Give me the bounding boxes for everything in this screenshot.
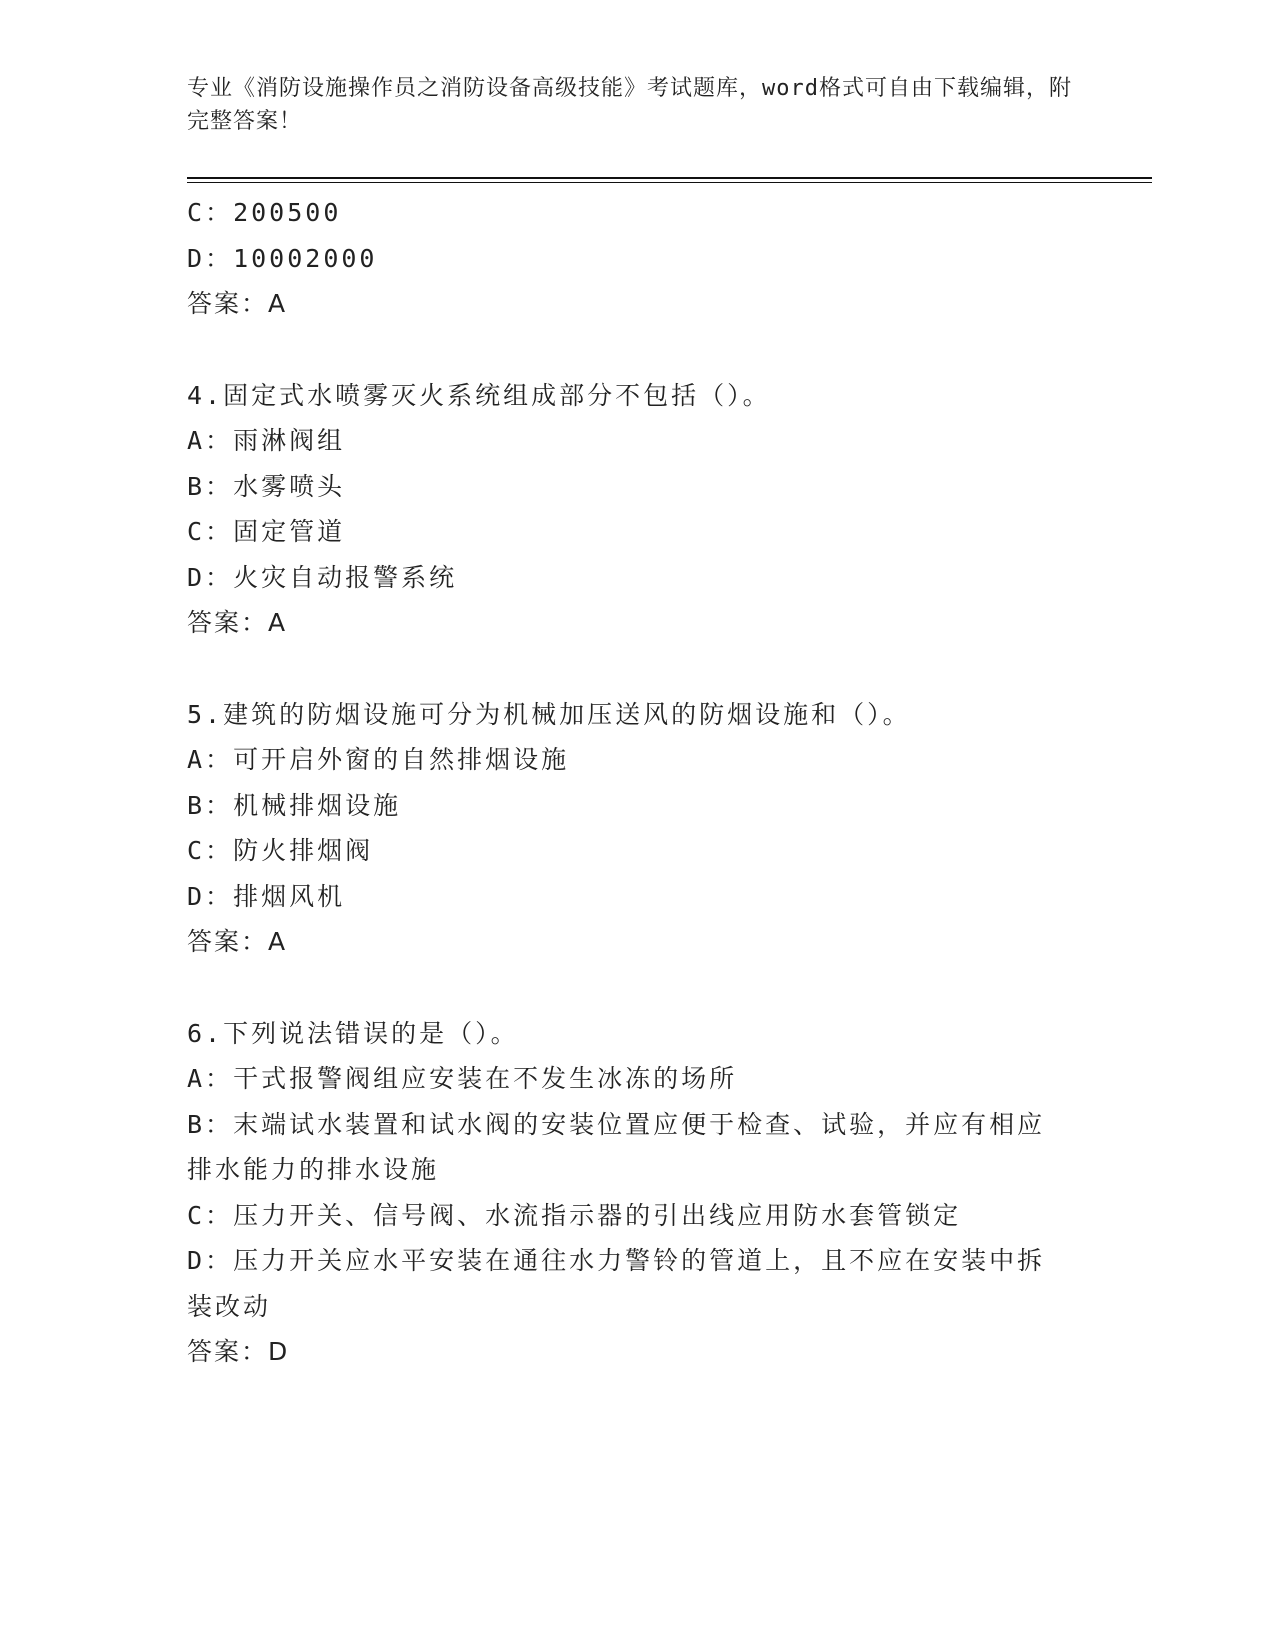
option-d: D：10002000 [187,243,378,273]
option-c: C：固定管道 [187,517,346,546]
question-stem: 4.固定式水喷雾灭火系统组成部分不包括（）。 [187,380,771,410]
question-content [187,190,1087,1375]
option-b: B：水雾喷头 [187,471,346,501]
option-b: B：机械排烟设施 [187,790,402,820]
option-c: C：防火排烟阀 [187,836,374,865]
spacer [187,327,1087,373]
option-d: D：火灾自动报警系统 [187,562,458,592]
option-c: C：200500 [187,198,342,227]
question-stem: 5.建筑的防烟设施可分为机械加压送风的防烟设施和（）。 [187,699,911,729]
option-d: D：压力开关应水平安装在通往水力警铃的管道上，且不应在安装中拆装改动 [187,1246,1046,1321]
question-stem: 6.下列说法错误的是（）。 [187,1018,519,1048]
document-header [187,72,1077,138]
option-b: B：末端试水装置和试水阀的安装位置应便于检查、试验，并应有相应排水能力的排水设施 [187,1109,1046,1184]
spacer [187,646,1087,692]
answer-line: 答案：D [187,1337,290,1366]
option-a: A：可开启外窗的自然排烟设施 [187,745,570,774]
header-divider-thin [187,182,1152,183]
option-a: A：干式报警阀组应安装在不发生冰冻的场所 [187,1064,738,1093]
answer-line: 答案：A [187,927,288,956]
header-text: 专业《消防设施操作员之消防设备高级技能》考试题库，word格式可自由下载编辑，附完整答案！ [187,76,1072,134]
option-a: A：雨淋阀组 [187,426,346,455]
answer-line: 答案：A [187,608,288,637]
spacer [187,965,1087,1011]
header-divider-thick [187,177,1152,179]
answer-line: 答案：A [187,289,288,318]
option-c: C：压力开关、信号阀、水流指示器的引出线应用防水套管锁定 [187,1200,962,1230]
option-d: D：排烟风机 [187,881,346,911]
